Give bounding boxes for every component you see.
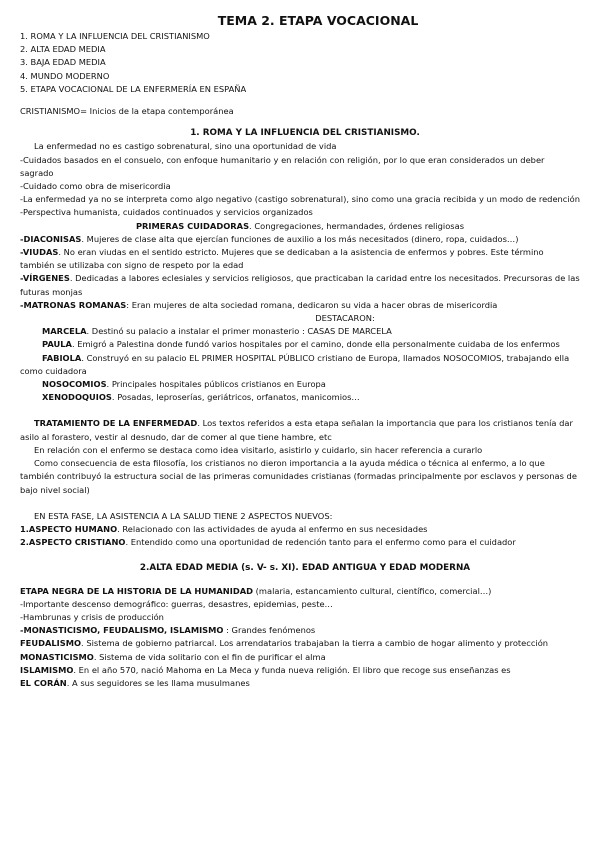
term-label: NOSOCOMIOS [42, 379, 107, 390]
term-label: MONASTICISMO [20, 651, 94, 662]
term-label: -MONASTICISMO, FEUDALISMO, ISLAMISMO [20, 625, 224, 636]
term-text: . Mujeres de clase alta que ejercían funciones de auxilio a los más necesitados (dinero, ropa, cuidados…) [81, 233, 519, 244]
section-1-heading: 1. ROMA Y LA INFLUENCIA DEL CRISTIANISMO. [190, 128, 420, 139]
term-text: . Los textos referidos a esta etapa señalan la importancia que para los cristianos tenía dar asilo al forastero, vestir al desnudo, dar de comer al que tiene hambre, etc [20, 418, 573, 442]
term-label: 2.ASPECTO CRISTIANO [20, 537, 126, 548]
document-page [20, 12, 580, 690]
term-text: . Posadas, leproserías, geriátricos, orfanatos, manicomios… [111, 392, 360, 403]
el-coran [20, 677, 580, 690]
tratamiento [20, 417, 580, 443]
term-label: -VIUDAS [20, 247, 59, 258]
viudas [20, 246, 580, 272]
term-text: . Principales hospitales públicos cristianos en Europa [106, 379, 326, 390]
toc-item: 3. BAJA EDAD MEDIA [20, 57, 106, 68]
consecuencia [20, 457, 580, 497]
bullet: -Perspectiva humanista, cuidados continuados y servicios organizados [20, 207, 313, 218]
term-text: Como consecuencia de esta filosofía, los cristianos no dieron importancia a la ayuda médica o técnica al enfermo, a lo que también contribuyó la estructura social de las primeras comunidades cristianas (formadas principalmente por esclavos y personas de bajo nivel social) [20, 458, 577, 495]
term-text: : Grandes fenómenos [223, 625, 316, 636]
toc-item: 1. ROMA Y LA INFLUENCIA DEL CRISTIANISMO [20, 31, 210, 41]
term-label: PAULA [42, 339, 72, 350]
marcela [20, 325, 580, 338]
monasticismo [20, 651, 580, 664]
term-text: . Destinó su palacio a instalar el primer monasterio : CASAS DE MARCELA [86, 326, 392, 337]
fabiola [20, 352, 580, 378]
fase-heading: EN ESTA FASE, LA ASISTENCIA A LA SALUD TIENE 2 ASPECTOS NUEVOS: [34, 510, 333, 521]
term-label: PRIMERAS CUIDADORAS [135, 220, 250, 231]
term-label: FABIOLA [42, 352, 82, 363]
feudalismo [20, 637, 580, 650]
term-label: EL CORÁN [20, 677, 67, 688]
section-2-heading: 2.ALTA EDAD MEDIA (s. V- s. XI). EDAD ANTIGUA Y EDAD MODERNA [139, 563, 471, 574]
diaconisas [20, 233, 580, 246]
virgenes [20, 272, 580, 298]
term-text: . Dedicadas a labores eclesiales y servicios religiosos, que practicaban la caridad entre los necesitados. Precursoras de las futuras monjas [20, 273, 580, 297]
bullet: -Importante descenso demográfico: guerras, desastres, epidemias, peste… [20, 598, 333, 609]
toc-item: 5. ETAPA VOCACIONAL DE LA ENFERMERÍA EN ESPAÑA [20, 83, 247, 94]
matronas-romanas [20, 299, 580, 312]
aspecto-humano [20, 523, 580, 536]
term-label: ETAPA NEGRA DE LA HISTORIA DE LA HUMANIDAD [20, 585, 254, 596]
toc-item: 4. MUNDO MODERNO [20, 70, 110, 81]
aspecto-cristiano [20, 536, 580, 549]
nosocomios [20, 378, 580, 391]
toc-item: 2. ALTA EDAD MEDIA [20, 44, 106, 55]
destacaron-label: DESTACARON: [315, 313, 375, 324]
bullet: -Cuidados basados en el consuelo, con enfoque humanitario y en relación con religión, por lo que eran considerados un deber sagrado [20, 154, 545, 178]
term-label: TRATAMIENTO DE LA ENFERMEDAD [34, 418, 198, 429]
bullet: -Hambrunas y crisis de producción [20, 611, 164, 622]
term-text: . Congregaciones, hermandades, órdenes religiosas [249, 220, 465, 231]
etapa-negra [20, 585, 580, 598]
term-text: . Construyó en su palacio EL PRIMER HOSPITAL PÚBLICO cristiano de Europa, llamados NOSOCOMIOS, trabajando ella como cuidadora [20, 352, 570, 376]
term-text: : Eran mujeres de alta sociedad romana, dedicaron su vida a hacer obras de misericordia [126, 299, 498, 310]
term-label: -DIACONISAS [20, 233, 82, 244]
term-label: XENODOQUIOS [42, 392, 112, 403]
term-label: -VÍRGENES [20, 273, 70, 284]
islamismo [20, 664, 580, 677]
term-text: . Emigró a Palestina donde fundó varios hospitales por el camino, donde ella personalmente cuidaba de los enfermos [71, 339, 560, 350]
term-text: . Relacionado con las actividades de ayuda al enfermo en sus necesidades [117, 523, 428, 534]
primeras-cuidadoras [20, 220, 580, 233]
table-of-contents [20, 30, 580, 96]
bullet: -La enfermedad ya no se interpreta como algo negativo (castigo sobrenatural), sino como una gracia recibida y un modo de redención [20, 194, 581, 205]
grandes-fenomenos [20, 624, 580, 637]
term-text: . Entendido como una oportunidad de redención tanto para el enfermo como para el cuidador [125, 537, 516, 548]
term-label: MARCELA [42, 326, 87, 337]
section-1-intro: La enfermedad no es castigo sobrenatural, sino una oportunidad de vida [34, 141, 337, 152]
xenodoquios [20, 391, 580, 404]
bullet: -Cuidado como obra de misericordia [20, 181, 171, 192]
cristianismo-note: CRISTIANISMO= Inicios de la etapa contemporánea [20, 106, 234, 117]
term-text: . Sistema de vida solitario con el fin de purificar el alma [93, 651, 326, 662]
term-label: ISLAMISMO [20, 664, 74, 675]
paula [20, 338, 580, 351]
term-label: -MATRONAS ROMANAS [20, 299, 127, 310]
term-text: . A sus seguidores se les llama musulmanes [66, 677, 250, 688]
term-label: 1.ASPECTO HUMANO [20, 523, 118, 534]
relacion-enfermo: En relación con el enfermo se destaca como idea visitarlo, asistirlo y cuidarlo, sin hacer referencia a curarlo [34, 444, 483, 455]
term-text: . No eran viudas en el sentido estricto. Mujeres que se dedicaban a la asistencia de enfermos y pobres. Este término también se utilizaba con signo de respeto por la edad [20, 247, 544, 271]
term-label: FEUDALISMO [20, 638, 82, 649]
term-text: . Sistema de gobierno patriarcal. Los arrendatarios trabajaban la tierra a cambio de hogar alimento y protección [81, 638, 549, 649]
term-text: (malaria, estancamiento cultural, científico, comercial…) [253, 585, 492, 596]
term-text: . En el año 570, nació Mahoma en La Meca y funda nueva religión. El libro que recoge sus enseñanzas es [73, 664, 511, 675]
document-title: TEMA 2. ETAPA VOCACIONAL [217, 13, 419, 28]
